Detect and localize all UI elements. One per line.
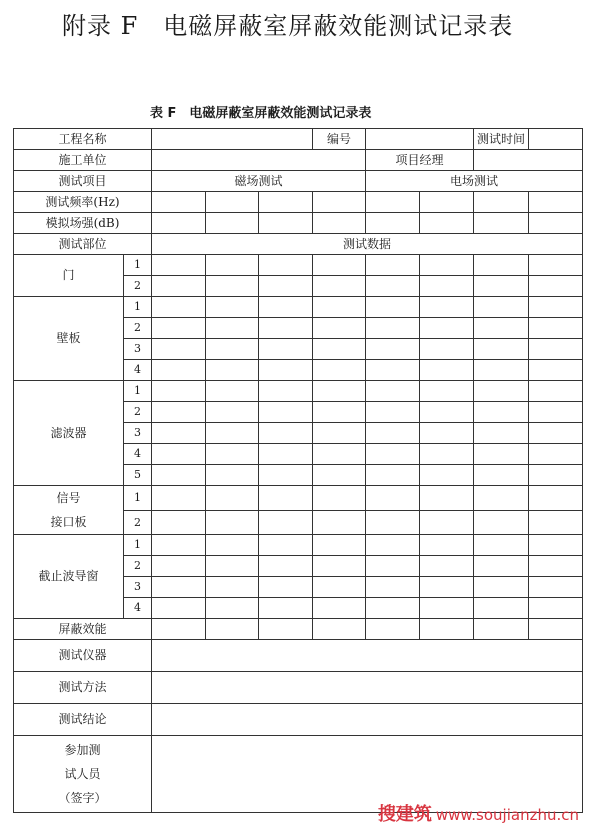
data-cell[interactable] <box>474 619 529 640</box>
electric-test-header: 电场测试 <box>366 171 583 192</box>
data-cell[interactable] <box>366 318 420 339</box>
data-cell[interactable] <box>420 535 474 556</box>
sub-number: 1 <box>124 381 152 402</box>
data-cell[interactable] <box>152 535 206 556</box>
data-cell[interactable] <box>152 276 206 297</box>
data-cell[interactable] <box>206 556 259 577</box>
data-cell[interactable] <box>152 423 206 444</box>
cutoff-waveguide-label: 截止波导窗 <box>14 535 124 619</box>
construction-unit-label: 施工单位 <box>14 150 152 171</box>
data-cell[interactable] <box>474 423 529 444</box>
data-cell[interactable] <box>313 402 366 423</box>
data-cell[interactable] <box>206 192 259 213</box>
data-cell[interactable] <box>529 276 583 297</box>
test-time-label: 测试时间 <box>474 129 529 150</box>
data-cell[interactable] <box>529 339 583 360</box>
data-cell[interactable] <box>474 535 529 556</box>
data-cell[interactable] <box>259 444 313 465</box>
data-cell[interactable] <box>313 535 366 556</box>
data-cell[interactable] <box>313 598 366 619</box>
data-cell[interactable] <box>206 444 259 465</box>
data-cell[interactable] <box>474 598 529 619</box>
data-cell[interactable] <box>474 381 529 402</box>
data-cell[interactable] <box>529 360 583 381</box>
sub-number: 1 <box>124 255 152 276</box>
data-cell[interactable] <box>420 402 474 423</box>
data-cell[interactable] <box>313 423 366 444</box>
table-row <box>14 486 583 511</box>
sub-number: 2 <box>124 402 152 423</box>
data-cell[interactable] <box>474 276 529 297</box>
participants-line2: 试人员 <box>64 767 101 781</box>
data-cell[interactable] <box>206 577 259 598</box>
data-cell[interactable] <box>420 486 474 511</box>
data-cell[interactable] <box>152 213 206 234</box>
signal-label-line2: 接口板 <box>50 515 87 529</box>
data-cell[interactable] <box>206 339 259 360</box>
data-cell[interactable] <box>259 213 313 234</box>
data-cell[interactable] <box>313 339 366 360</box>
project-name-label: 工程名称 <box>14 129 152 150</box>
data-cell[interactable] <box>420 381 474 402</box>
project-manager-label: 项目经理 <box>366 150 474 171</box>
data-cell[interactable] <box>259 598 313 619</box>
data-cell[interactable] <box>152 556 206 577</box>
data-cell[interactable] <box>152 402 206 423</box>
data-cell[interactable] <box>259 276 313 297</box>
data-cell[interactable] <box>474 486 529 511</box>
data-cell[interactable] <box>259 423 313 444</box>
data-cell[interactable] <box>366 255 420 276</box>
data-cell[interactable] <box>420 423 474 444</box>
data-cell[interactable] <box>474 297 529 318</box>
data-cell[interactable] <box>259 619 313 640</box>
data-cell[interactable] <box>474 360 529 381</box>
data-cell[interactable] <box>206 276 259 297</box>
data-cell[interactable] <box>366 360 420 381</box>
data-cell[interactable] <box>152 255 206 276</box>
test-frequency-label: 测试频率(Hz) <box>14 192 152 213</box>
table-row <box>14 255 583 276</box>
data-cell[interactable] <box>152 486 206 511</box>
test-time-value[interactable] <box>529 129 583 150</box>
project-manager-value[interactable] <box>474 150 583 171</box>
test-method-value[interactable] <box>152 672 583 704</box>
data-cell[interactable] <box>474 465 529 486</box>
data-cell[interactable] <box>529 423 583 444</box>
data-cell[interactable] <box>206 510 259 535</box>
data-cell[interactable] <box>313 360 366 381</box>
table-row <box>14 672 583 704</box>
data-cell[interactable] <box>366 619 420 640</box>
test-conclusion-value[interactable] <box>152 704 583 736</box>
door-label: 门 <box>14 255 124 297</box>
data-cell[interactable] <box>529 213 583 234</box>
data-cell[interactable] <box>474 577 529 598</box>
data-cell[interactable] <box>366 556 420 577</box>
data-cell[interactable] <box>474 444 529 465</box>
table-row <box>14 150 583 171</box>
data-cell[interactable] <box>366 598 420 619</box>
data-cell[interactable] <box>206 465 259 486</box>
data-cell[interactable] <box>152 619 206 640</box>
data-cell[interactable] <box>529 619 583 640</box>
data-cell[interactable] <box>152 192 206 213</box>
sub-number: 2 <box>124 510 152 535</box>
sub-number: 2 <box>124 276 152 297</box>
data-cell[interactable] <box>420 360 474 381</box>
data-cell[interactable] <box>313 486 366 511</box>
data-cell[interactable] <box>206 318 259 339</box>
test-instrument-value[interactable] <box>152 640 583 672</box>
table-row <box>14 192 583 213</box>
data-cell[interactable] <box>366 192 420 213</box>
signal-interface-label <box>14 486 124 535</box>
sub-number: 2 <box>124 556 152 577</box>
data-cell[interactable] <box>420 213 474 234</box>
table-row <box>14 129 583 150</box>
data-cell[interactable] <box>313 556 366 577</box>
data-cell[interactable] <box>420 276 474 297</box>
data-cell[interactable] <box>259 465 313 486</box>
data-cell[interactable] <box>420 598 474 619</box>
data-cell[interactable] <box>152 444 206 465</box>
data-cell[interactable] <box>420 339 474 360</box>
data-cell[interactable] <box>152 465 206 486</box>
data-cell[interactable] <box>474 213 529 234</box>
test-instrument-label: 测试仪器 <box>14 640 152 672</box>
participants-line1: 参加测 <box>64 743 101 757</box>
table-row <box>14 381 583 402</box>
participants-label <box>14 736 152 813</box>
data-cell[interactable] <box>206 213 259 234</box>
data-cell[interactable] <box>366 213 420 234</box>
data-cell[interactable] <box>529 192 583 213</box>
data-cell[interactable] <box>206 381 259 402</box>
test-item-label: 测试项目 <box>14 171 152 192</box>
table-row <box>14 640 583 672</box>
data-cell[interactable] <box>529 510 583 535</box>
data-cell[interactable] <box>152 339 206 360</box>
data-cell[interactable] <box>474 402 529 423</box>
data-cell[interactable] <box>259 556 313 577</box>
data-cell[interactable] <box>206 423 259 444</box>
data-cell[interactable] <box>206 535 259 556</box>
data-cell[interactable] <box>529 535 583 556</box>
shielding-effectiveness-label: 屏蔽效能 <box>14 619 152 640</box>
data-cell[interactable] <box>366 276 420 297</box>
sub-number: 2 <box>124 318 152 339</box>
test-data-header: 测试数据 <box>152 234 583 255</box>
data-cell[interactable] <box>152 510 206 535</box>
data-cell[interactable] <box>313 444 366 465</box>
data-cell[interactable] <box>420 465 474 486</box>
page-title: 附录 F 电磁屏蔽室屏蔽效能测试记录表 <box>62 12 514 40</box>
data-cell[interactable] <box>206 598 259 619</box>
number-label: 编号 <box>313 129 366 150</box>
data-cell[interactable] <box>206 255 259 276</box>
data-cell[interactable] <box>529 577 583 598</box>
data-cell[interactable] <box>152 577 206 598</box>
data-cell[interactable] <box>259 318 313 339</box>
table-row <box>14 213 583 234</box>
data-cell[interactable] <box>259 402 313 423</box>
sub-number: 3 <box>124 423 152 444</box>
sub-number: 1 <box>124 486 152 511</box>
data-cell[interactable] <box>259 360 313 381</box>
data-cell[interactable] <box>366 339 420 360</box>
data-cell[interactable] <box>420 192 474 213</box>
data-cell[interactable] <box>529 444 583 465</box>
data-cell[interactable] <box>366 535 420 556</box>
wall-label: 壁板 <box>14 297 124 381</box>
data-cell[interactable] <box>259 297 313 318</box>
data-cell[interactable] <box>529 297 583 318</box>
data-cell[interactable] <box>206 297 259 318</box>
data-cell[interactable] <box>313 510 366 535</box>
data-cell[interactable] <box>529 598 583 619</box>
data-cell[interactable] <box>366 465 420 486</box>
sub-number: 5 <box>124 465 152 486</box>
simulated-field-label: 模拟场强(dB) <box>14 213 152 234</box>
data-cell[interactable] <box>420 577 474 598</box>
data-cell[interactable] <box>474 255 529 276</box>
data-cell[interactable] <box>420 255 474 276</box>
table-caption: 表 F 电磁屏蔽室屏蔽效能测试记录表 <box>150 106 372 121</box>
data-cell[interactable] <box>420 556 474 577</box>
sub-number: 1 <box>124 297 152 318</box>
data-cell[interactable] <box>529 381 583 402</box>
table-row <box>14 171 583 192</box>
magnetic-test-header: 磁场测试 <box>152 171 366 192</box>
sub-number: 4 <box>124 360 152 381</box>
data-cell[interactable] <box>313 276 366 297</box>
test-conclusion-label: 测试结论 <box>14 704 152 736</box>
data-cell[interactable] <box>259 381 313 402</box>
sub-number: 4 <box>124 444 152 465</box>
data-cell[interactable] <box>529 402 583 423</box>
data-cell[interactable] <box>366 486 420 511</box>
data-cell[interactable] <box>206 402 259 423</box>
data-cell[interactable] <box>152 360 206 381</box>
sub-number: 3 <box>124 577 152 598</box>
data-cell[interactable] <box>313 465 366 486</box>
data-cell[interactable] <box>152 297 206 318</box>
data-cell[interactable] <box>259 192 313 213</box>
data-cell[interactable] <box>259 486 313 511</box>
construction-unit-value[interactable] <box>152 150 366 171</box>
data-cell[interactable] <box>474 510 529 535</box>
watermark <box>378 800 579 826</box>
data-cell[interactable] <box>366 402 420 423</box>
data-cell[interactable] <box>529 556 583 577</box>
data-cell[interactable] <box>366 423 420 444</box>
data-cell[interactable] <box>529 318 583 339</box>
data-cell[interactable] <box>420 318 474 339</box>
data-cell[interactable] <box>529 465 583 486</box>
data-cell[interactable] <box>313 213 366 234</box>
test-method-label: 测试方法 <box>14 672 152 704</box>
data-cell[interactable] <box>152 598 206 619</box>
data-cell[interactable] <box>420 510 474 535</box>
data-cell[interactable] <box>474 318 529 339</box>
test-record-table <box>13 128 583 813</box>
data-cell[interactable] <box>420 297 474 318</box>
data-cell[interactable] <box>259 510 313 535</box>
data-cell[interactable] <box>206 619 259 640</box>
data-cell[interactable] <box>366 381 420 402</box>
data-cell[interactable] <box>259 339 313 360</box>
data-cell[interactable] <box>259 535 313 556</box>
project-name-value[interactable] <box>152 129 313 150</box>
participants-line3: （签字） <box>58 791 107 805</box>
filter-label: 滤波器 <box>14 381 124 486</box>
table-row <box>14 619 583 640</box>
data-cell[interactable] <box>313 255 366 276</box>
sub-number: 1 <box>124 535 152 556</box>
sub-number: 3 <box>124 339 152 360</box>
data-cell[interactable] <box>206 486 259 511</box>
data-cell[interactable] <box>313 318 366 339</box>
signal-label-line1: 信号 <box>56 491 81 505</box>
data-cell[interactable] <box>474 192 529 213</box>
data-cell[interactable] <box>152 381 206 402</box>
data-cell[interactable] <box>420 619 474 640</box>
data-cell[interactable] <box>259 577 313 598</box>
number-value[interactable] <box>366 129 474 150</box>
table-row <box>14 704 583 736</box>
data-cell[interactable] <box>313 192 366 213</box>
data-cell[interactable] <box>313 577 366 598</box>
sub-number: 4 <box>124 598 152 619</box>
watermark-text: 搜建筑 <box>377 804 432 825</box>
data-cell[interactable] <box>366 510 420 535</box>
data-cell[interactable] <box>152 318 206 339</box>
table-row <box>14 297 583 318</box>
data-cell[interactable] <box>366 297 420 318</box>
data-cell[interactable] <box>366 444 420 465</box>
data-cell[interactable] <box>206 360 259 381</box>
data-cell[interactable] <box>420 444 474 465</box>
data-cell[interactable] <box>474 339 529 360</box>
data-cell[interactable] <box>313 381 366 402</box>
data-cell[interactable] <box>313 297 366 318</box>
table-row <box>14 535 583 556</box>
test-location-label: 测试部位 <box>14 234 152 255</box>
table-row <box>14 234 583 255</box>
data-cell[interactable] <box>366 577 420 598</box>
data-cell[interactable] <box>529 255 583 276</box>
data-cell[interactable] <box>259 255 313 276</box>
data-cell[interactable] <box>474 556 529 577</box>
data-cell[interactable] <box>313 619 366 640</box>
data-cell[interactable] <box>529 486 583 511</box>
watermark-url: www.soujianzhu.cn <box>435 806 579 824</box>
